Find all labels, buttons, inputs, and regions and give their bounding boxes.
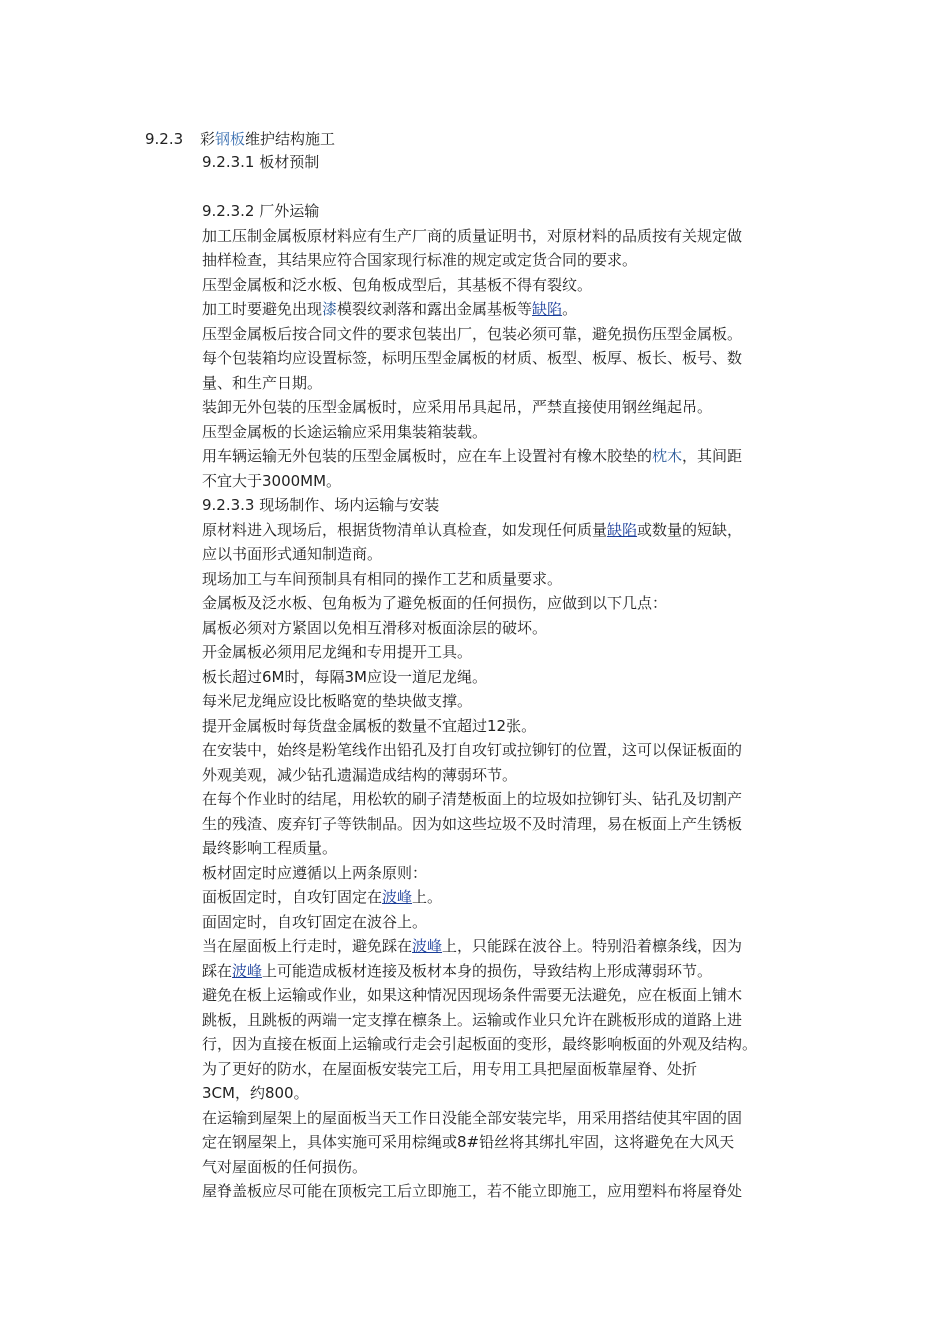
subsection-heading: 9.2.3.2 厂外运输 [202, 202, 320, 220]
paragraph-line: 每个包装箱均应设置标签，标明压型金属板的材质、板型、板厚、板长、板号、数 [202, 349, 743, 367]
paragraph-line: 外观美观，减少钻孔遗漏造成结构的薄弱环节。 [202, 765, 518, 784]
section-heading [145, 127, 335, 151]
paragraph-line: 气对屋面板的任何损伤。 [202, 1157, 368, 1176]
text-run: 踩在 [202, 961, 233, 980]
paragraph-line: 压型金属板的长途运输应采用集装箱装载。 [202, 422, 488, 441]
paragraph-line: 在安装中，始终是粉笔线作出铅孔及打自攻钉或拉铆钉的位置，这可以保证板面的 [202, 741, 743, 759]
paragraph-line: 金属板及泛水板、包角板为了避免板面的任何损伤，应做到以下几点： [202, 594, 668, 612]
text-run: 上，只能踩在波谷上。特别沿着檩条线，因为 [442, 937, 743, 955]
paragraph-line: 抽样检查，其结果应符合国家现行标准的规定或定货合同的要求。 [202, 251, 638, 269]
paragraph-line: 跳板，且跳板的两端一定支撑在檩条上。运输或作业只允许在跳板形成的道路上进 [202, 1010, 743, 1029]
paragraph-line: 在每个作业时的结尾，用松软的刷子清楚板面上的垃圾如拉铆钉头、钻孔及切割产 [202, 790, 743, 808]
paragraph-line: 在运输到屋架上的屋面板当天工作日没能全部安装完毕，用采用搭结使其牢固的固 [202, 1108, 743, 1127]
section-number: 9.2.3 [145, 130, 184, 148]
paragraph-line: 每米尼龙绳应设比板略宽的垫块做支撑。 [202, 692, 473, 710]
text-run: 原材料进入现场后，根据货物清单认真检查，如发现任何质量 [202, 520, 608, 539]
document-body [202, 150, 817, 1204]
paragraph-line: 装卸无外包装的压型金属板时，应采用吊具起吊，严禁直接使用钢丝绳起吊。 [202, 398, 713, 416]
paragraph-line [202, 297, 817, 322]
sleeper-keyword: 枕木 [652, 447, 683, 465]
paragraph-line: 面固定时，自攻钉固定在波谷上。 [202, 912, 428, 931]
paragraph-line: 行，因为直接在板面上运输或行走会引起板面的变形，最终影响板面的外观及结构。 [202, 1035, 758, 1053]
paragraph-line: 压型金属板和泛水板、包角板成型后，其基板不得有裂纹。 [202, 275, 593, 294]
paragraph-line: 现场加工与车间预制具有相同的操作工艺和质量要求。 [202, 569, 563, 588]
text-run: 面板固定时，自攻钉固定在 [202, 888, 383, 906]
paragraph-line: 量、和生产日期。 [202, 373, 323, 392]
defect-link[interactable]: 缺陷 [532, 300, 563, 318]
subsection-heading: 9.2.3.3 现场制作、场内运输与安装 [202, 496, 440, 514]
blank-line [202, 175, 817, 200]
paragraph-line: 3CM，约800。 [202, 1084, 309, 1102]
paragraph-line: 开金属板必须用尼龙绳和专用提开工具。 [202, 643, 473, 661]
text-run: ，其间距 [682, 447, 743, 465]
text-run: 上可能造成板材连接及板材本身的损伤，导致结构上形成薄弱环节。 [262, 961, 713, 980]
paragraph-line: 生的残渣、废弃钉子等铁制品。因为如这些垃圾不及时清理，易在板面上产生锈板 [202, 814, 743, 833]
crest-link[interactable]: 波峰 [382, 888, 413, 906]
paragraph-line [202, 885, 817, 910]
paragraph-line [202, 959, 817, 984]
paragraph-line: 属板必须对方紧固以免相互滑移对板面涂层的破坏。 [202, 618, 548, 637]
section-title-keyword: 钢板 [215, 130, 246, 148]
text-run: 用车辆运输无外包装的压型金属板时，应在车上设置衬有橡木胶垫的 [202, 447, 653, 465]
paragraph-line: 板长超过6M时，每隔3M应设一道尼龙绳。 [202, 667, 487, 686]
text-run: 上。 [412, 888, 443, 906]
paragraph-line: 提开金属板时每货盘金属板的数量不宜超过12张。 [202, 716, 537, 735]
paragraph-line: 最终影响工程质量。 [202, 839, 338, 857]
paragraph-line: 定在钢屋架上，具体实施可采用棕绳或8#铅丝将其绑扎牢固，这将避免在大风天 [202, 1133, 735, 1151]
paragraph-line: 避免在板上运输或作业，如果这种情况因现场条件需要无法避免，应在板面上铺木 [202, 986, 743, 1004]
crest-link[interactable]: 波峰 [232, 961, 263, 980]
paragraph-line: 不宜大于3000MM。 [202, 471, 342, 490]
section-title-pre: 彩 [200, 130, 216, 148]
text-run: 模裂纹剥落和露出金属基板等 [337, 300, 533, 318]
text-run: 。 [562, 300, 578, 318]
subsection-heading: 9.2.3.1 板材预制 [202, 153, 320, 171]
paragraph-line: 屋脊盖板应尽可能在顶板完工后立即施工，若不能立即施工，应用塑料布将屋脊处 [202, 1182, 743, 1200]
crest-link[interactable]: 波峰 [412, 937, 443, 955]
paragraph-line: 压型金属板后按合同文件的要求包装出厂，包装必须可靠，避免损伤压型金属板。 [202, 324, 743, 343]
paragraph-line: 加工压制金属板原材料应有生产厂商的质量证明书，对原材料的品质按有关规定做 [202, 226, 743, 245]
paragraph-line [202, 444, 817, 469]
paragraph-line: 板材固定时应遵循以上两条原则： [202, 863, 428, 882]
paragraph-line [202, 934, 817, 959]
paragraph-line: 应以书面形式通知制造商。 [202, 545, 383, 563]
paragraph-line [202, 518, 817, 543]
text-run: 当在屋面板上行走时，避免踩在 [202, 937, 413, 955]
text-run: 加工时要避免出现 [202, 300, 323, 318]
paragraph-line: 为了更好的防水，在屋面板安装完工后，用专用工具把屋面板靠屋脊、处折 [202, 1059, 698, 1078]
text-run: 或数量的短缺， [637, 520, 743, 539]
keyword-text: 漆 [322, 300, 338, 318]
section-title-post: 维护结构施工 [245, 130, 336, 148]
defect-link[interactable]: 缺陷 [607, 520, 638, 539]
